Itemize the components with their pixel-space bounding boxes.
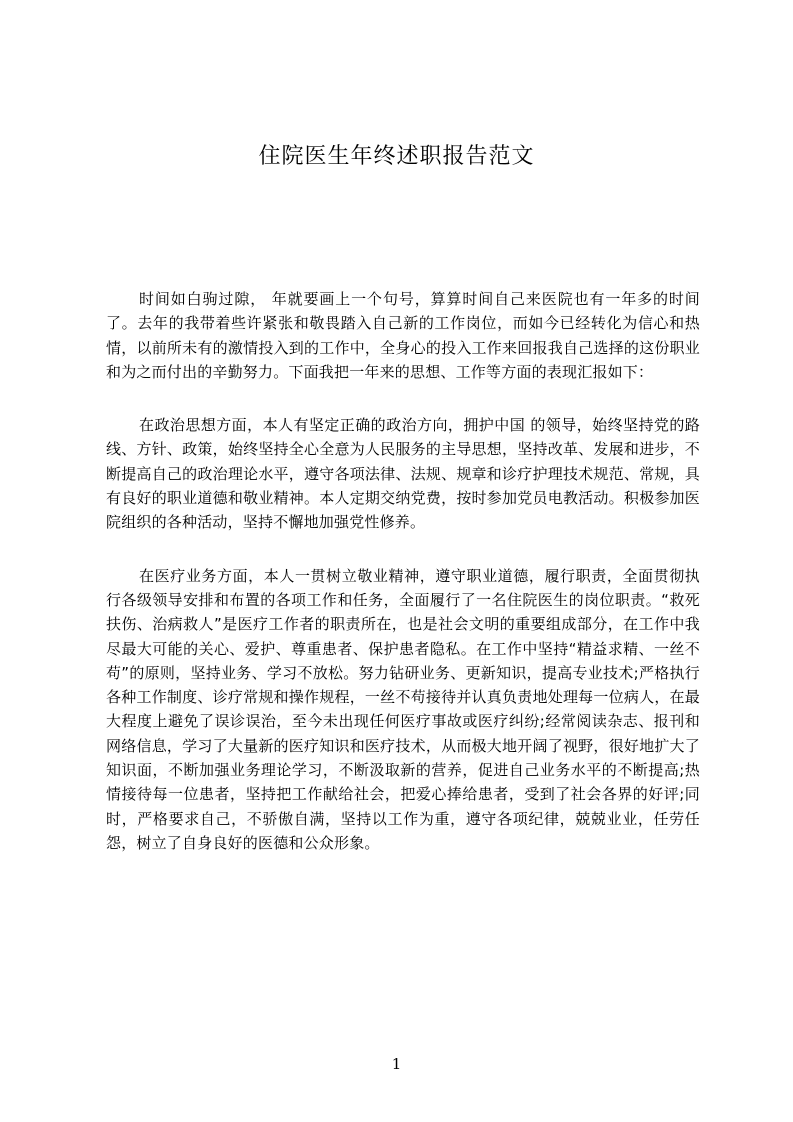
paragraph-intro: 时间如白驹过隙， 年就要画上一个句号，算算时间自己来医院也有一年多的时间了。去年的我带着些许紧张和敬畏踏入自己新的工作岗位，而如今已经转化为信心和热情，以前所未有的激情投入到的工作中，全身心的投入工作来回报我自己选择的这份职业和为之而付出的辛勤努力。下面我把一年来的思想、工作等方面的表现汇报如下：: [106, 290, 700, 381]
page-number: 1: [391, 1055, 402, 1073]
paragraph-medical: 在医疗业务方面，本人一贯树立敬业精神，遵守职业道德，履行职责，全面贯彻执行各级领导安排和布置的各项工作和任务，全面履行了一名住院医生的岗位职责。“救死扶伤、治病救人”是医疗工作者的职责所在，也是社会文明的重要组成部分，在工作中我尽最大可能的关心、爱护、尊重患者、保护患者隐私。在工作中坚持“精益求精、一丝不苟”的原则，坚持业务、学习不放松。努力钻研业务、更新知识，提高专业技术;严格执行各种工作制度、诊疗常规和操作规程，一丝不苟接待并认真负责地处理每一位病人，在最大程度上避免了误诊误治，至今未出现任何医疗事故或医疗纠纷;经常阅读杂志、报刊和网络信息，学习了大量新的医疗知识和医疗技术，从而极大地开阔了视野，很好地扩大了知识面，不断加强业务理论学习，不断汲取新的营养，促进自己业务水平的不断提高;热情接待每一位患者，坚持把工作献给社会，把爱心捧给患者，受到了社会各界的好评;同时，严格要求自己，不骄傲自满，坚持以工作为重，遵守各项纪律，兢兢业业，任劳任怨，树立了自身良好的医德和公众形象。: [106, 566, 700, 852]
paragraph-political: 在政治思想方面，本人有坚定正确的政治方向，拥护中国 的领导，始终坚持党的路线、方针、政策，始终坚持全心全意为人民服务的主导思想，坚持改革、发展和进步，不断提高自己的政治理论水平，遵守各项法律、法规、规章和诊疗护理技术规范、常规，具有良好的职业道德和敬业精神。本人定期交纳党费，按时参加党员电教活动。积极参加医院组织的各种活动，坚持不懈地加强党性修养。: [106, 416, 700, 532]
document-body: [106, 287, 700, 884]
page-title: 住院医生年终述职报告范文: [258, 144, 535, 169]
